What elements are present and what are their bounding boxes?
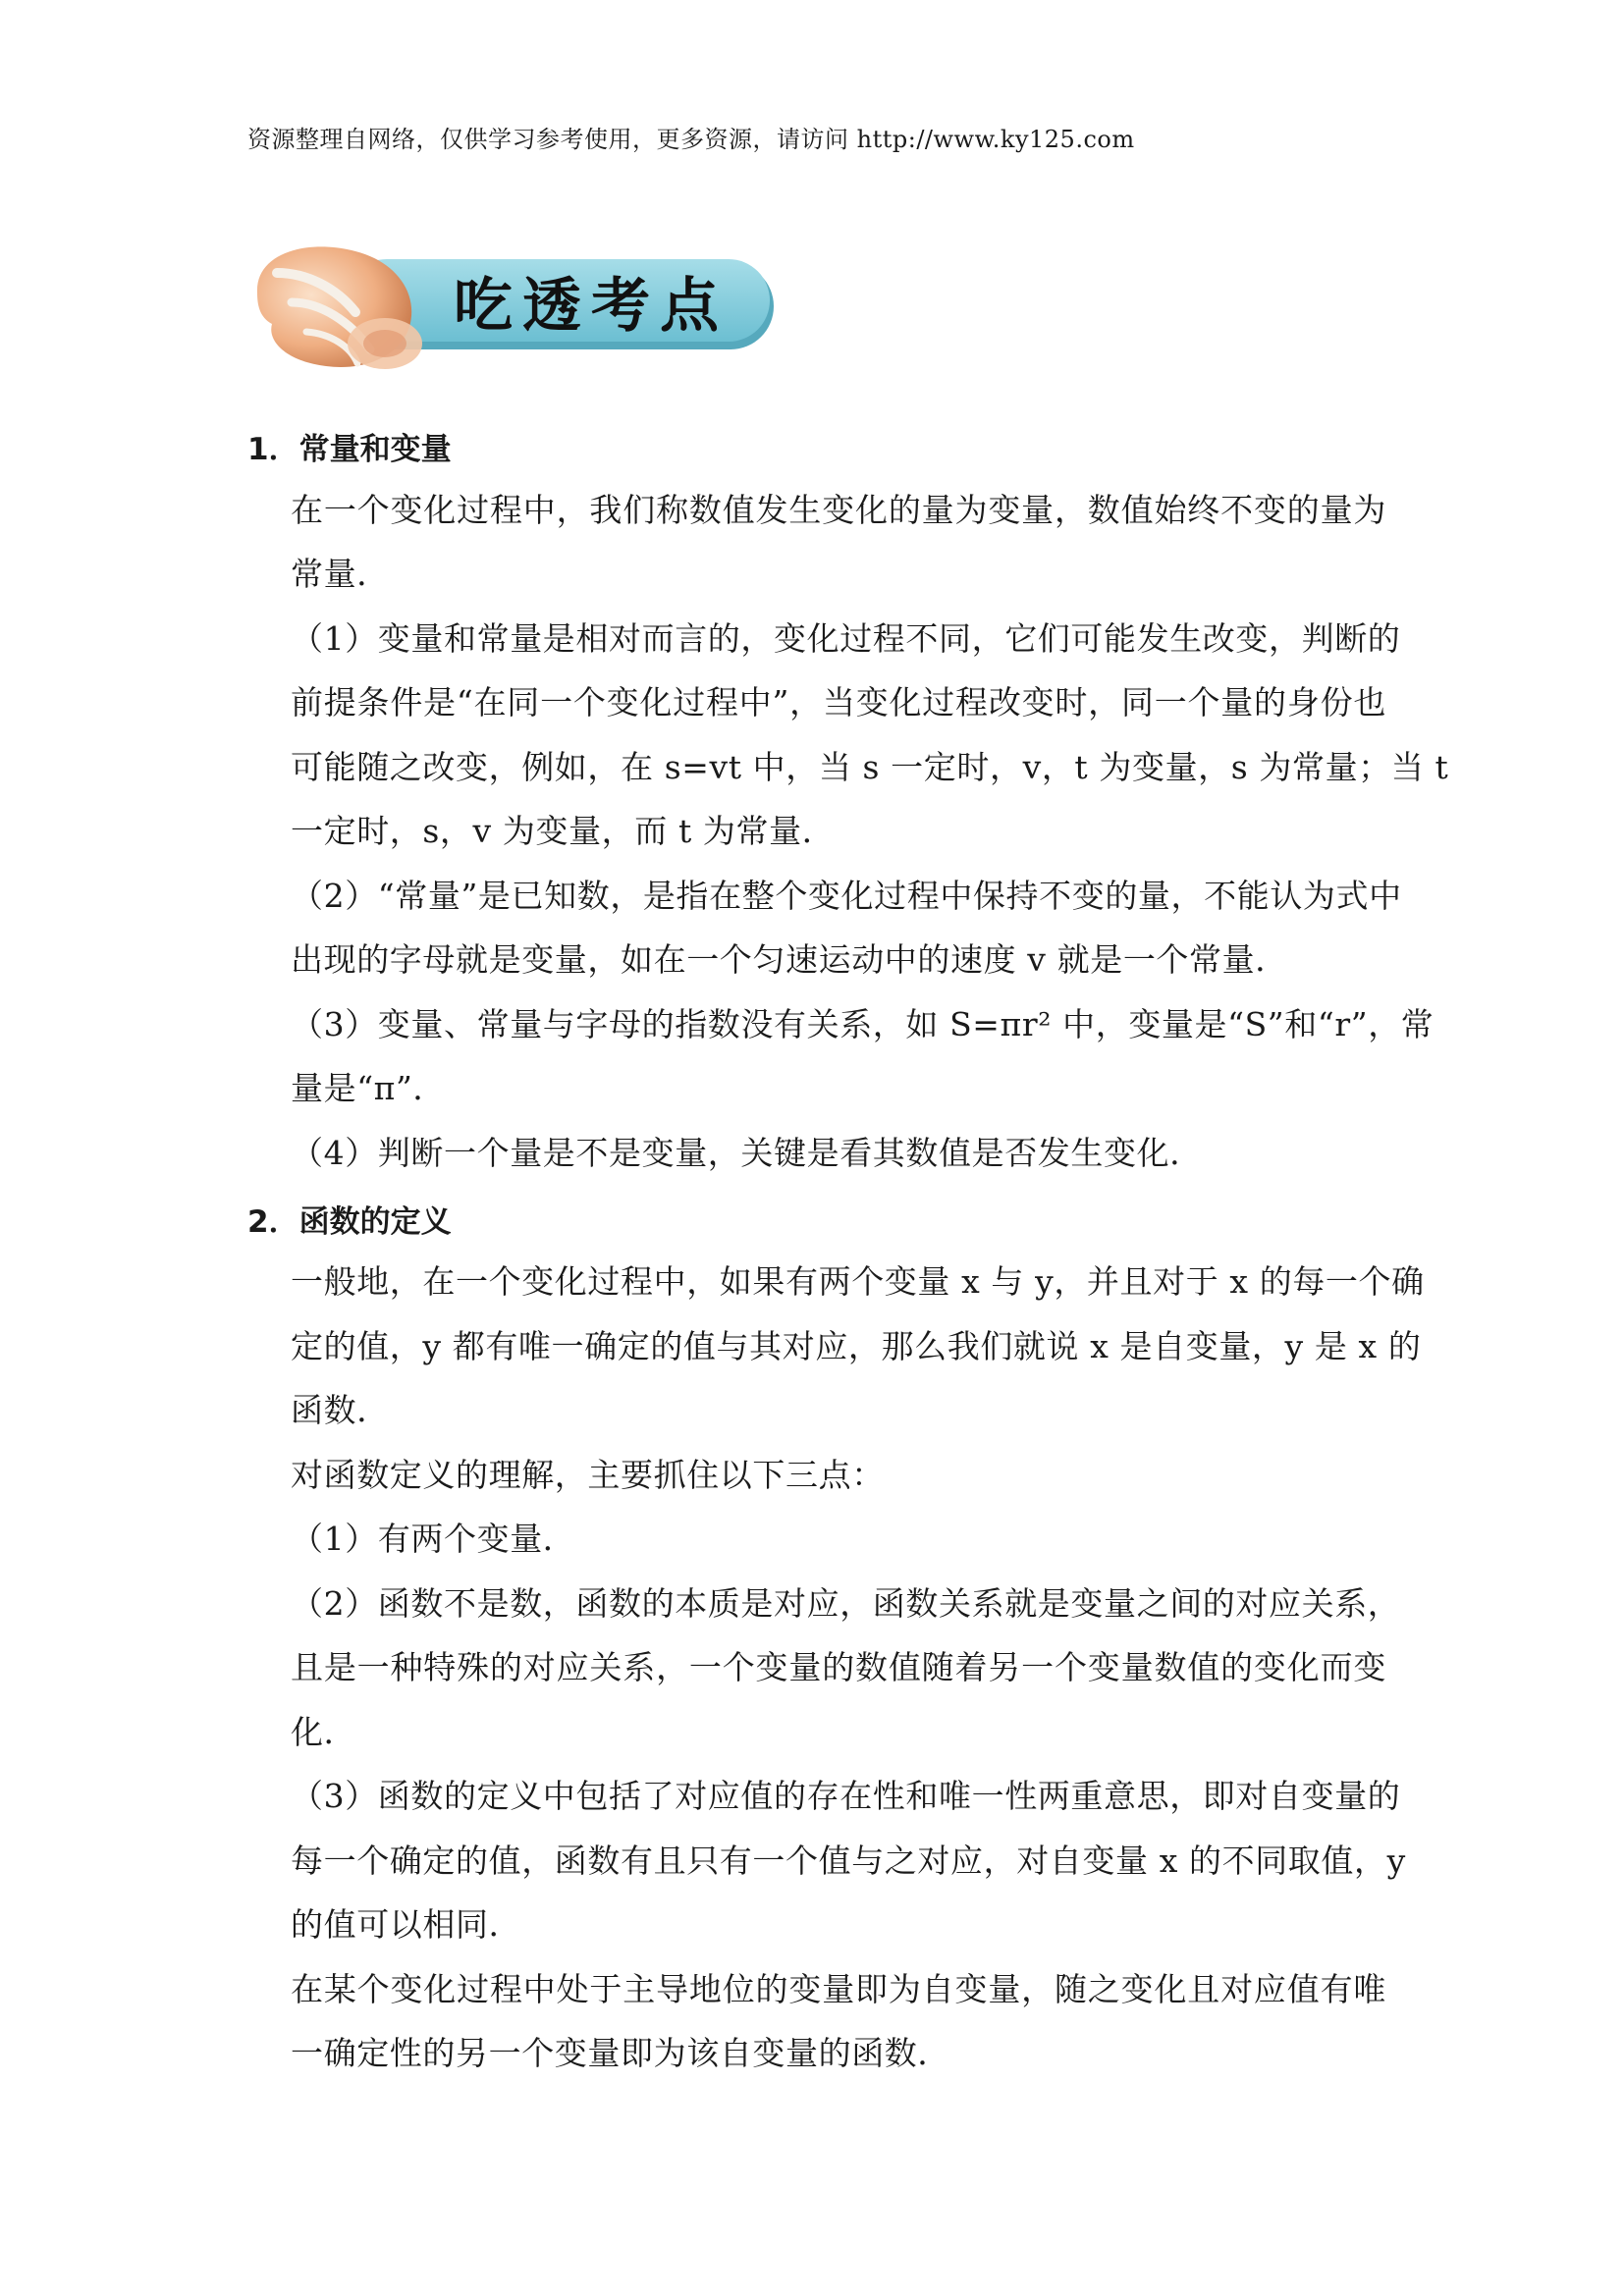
banner-title: 吃透考点 <box>454 272 729 341</box>
paragraph-line: （2）“常量”是已知数，是指在整个变化过程中保持不变的量，不能认为式中 <box>291 877 1402 915</box>
section-heading-constants-variables: 1．常量和变量 <box>247 432 452 467</box>
paragraph-line: 在一个变化过程中，我们称数值发生变化的量为变量，数值始终不变的量为 <box>291 491 1386 529</box>
paragraph-line: 定的值，y 都有唯一确定的值与其对应，那么我们就说 x 是自变量，y 是 x 的 <box>291 1327 1422 1365</box>
paragraph-line: 一确定性的另一个变量即为该自变量的函数． <box>291 2034 950 2072</box>
paragraph-line: 可能随之改变，例如，在 s=vt 中，当 s 一定时，v，t 为变量，s 为常量；当 t <box>291 748 1449 786</box>
paragraph-line: 量是“π”． <box>291 1069 447 1107</box>
paragraph-line: 常量． <box>291 555 390 593</box>
paragraph-line: （3）函数的定义中包括了对应值的存在性和唯一性两重意思，即对自变量的 <box>291 1777 1401 1815</box>
section-banner <box>247 234 778 377</box>
paragraph-line: （3）变量、常量与字母的指数没有关系，如 S=πr² 中，变量是“S”和“r”，常 <box>291 1005 1435 1043</box>
paragraph-line: （2）函数不是数，函数的本质是对应，函数关系就是变量之间的对应关系， <box>291 1584 1401 1623</box>
paragraph-line: 一定时，s，v 为变量，而 t 为常量． <box>291 812 836 850</box>
page-header: 资源整理自网络，仅供学习参考使用，更多资源，请访问 http://www.ky125.com <box>247 126 1135 153</box>
paragraph-line: 前提条件是“在同一个变化过程中”，当变化过程改变时，同一个量的身份也 <box>291 683 1386 721</box>
paragraph-line: 在某个变化过程中处于主导地位的变量即为自变量，随之变化且对应值有唯 <box>291 1970 1386 2008</box>
paragraph-line: 函数． <box>291 1391 390 1429</box>
paragraph-line: 出现的字母就是变量，如在一个匀速运动中的速度 v 就是一个常量． <box>291 940 1288 979</box>
paragraph-line: （1）变量和常量是相对而言的，变化过程不同，它们可能发生改变，判断的 <box>291 619 1401 658</box>
paragraph-line: 的值可以相同． <box>291 1905 522 1944</box>
paragraph-line: 且是一种特殊的对应关系，一个变量的数值随着另一个变量数值的变化而变 <box>291 1648 1386 1686</box>
paragraph-line: 化． <box>291 1713 357 1751</box>
paragraph-line: 对函数定义的理解，主要抓住以下三点： <box>291 1456 885 1494</box>
section-heading-function-definition: 2．函数的定义 <box>247 1204 452 1240</box>
paragraph-line: （1）有两个变量． <box>291 1520 576 1558</box>
paragraph-line: 每一个确定的值，函数有且只有一个值与之对应，对自变量 x 的不同取值，y <box>291 1842 1406 1880</box>
paragraph-line: （4）判断一个量是不是变量，关键是看其数值是否发生变化． <box>291 1134 1203 1172</box>
paragraph-line: 一般地，在一个变化过程中，如果有两个变量 x 与 y，并且对于 x 的每一个确 <box>291 1262 1425 1301</box>
